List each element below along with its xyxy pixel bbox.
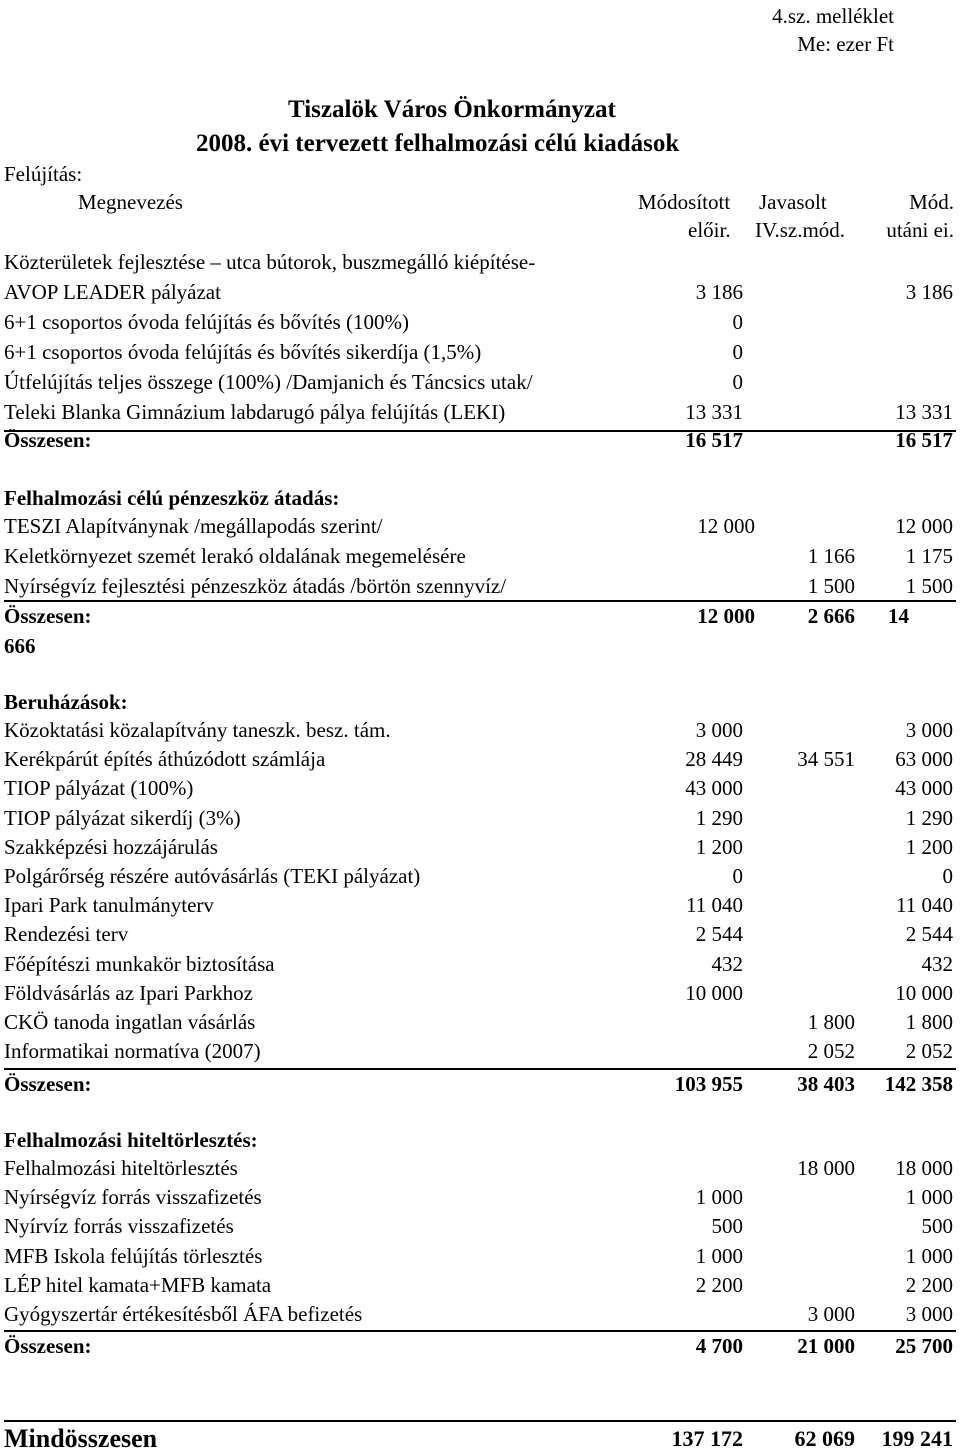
row-label: Főépítészi munkakör biztosítása xyxy=(4,951,275,976)
column-header-c1-line2: előir. xyxy=(688,218,731,242)
cell-c3: 10 000 xyxy=(895,980,953,1005)
row-label: Szakképzési hozzájárulás xyxy=(4,834,218,859)
section-title-felujitas: Felújítás: xyxy=(4,162,83,186)
grand-total-c1: 137 172 xyxy=(671,1426,743,1451)
cell-c2: 1 800 xyxy=(807,1010,855,1034)
row-label: 6+1 csoportos óvoda felújítás és bővítés sikerdíja (1,5%) xyxy=(4,340,482,364)
row-label: Nyírvíz forrás visszafizetés xyxy=(4,1214,234,1239)
cell-c3: 18 000 xyxy=(895,1156,953,1180)
row-label: Ipari Park tanulmányterv xyxy=(4,893,214,918)
cell-c1: 1 000 xyxy=(695,1185,743,1210)
section-title-beruhazas: Beruházások: xyxy=(4,690,128,714)
row-label: Közoktatási közalapítvány taneszk. besz. tám. xyxy=(4,718,391,742)
cell-c2: 3 000 xyxy=(807,1302,855,1326)
total-c2: 21 000 xyxy=(797,1334,855,1358)
cell-c1: 0 xyxy=(732,310,743,334)
row-label: LÉP hitel kamata+MFB kamata xyxy=(4,1272,272,1297)
row-label: Keletkörnyezet szemét lerakó oldalának megemelésére xyxy=(4,544,466,568)
total-c3: 142 358 xyxy=(884,1072,953,1096)
cell-c3: 12 000 xyxy=(895,514,953,538)
total-label: Összesen: xyxy=(4,1334,92,1358)
row-label: CKÖ tanoda ingatlan vásárlás xyxy=(4,1010,256,1034)
total-c1: 16 517 xyxy=(685,428,743,452)
cell-c3: 1 000 xyxy=(905,1185,953,1210)
page-subtitle: 2008. évi tervezett felhalmozási célú kiadások xyxy=(196,130,680,157)
total-c3: 16 517 xyxy=(895,428,953,452)
cell-c1: 3 000 xyxy=(695,718,743,742)
cell-c3: 432 xyxy=(921,951,953,976)
total-c3-wrap: 666 xyxy=(4,634,36,658)
cell-c3: 2 544 xyxy=(905,922,953,947)
cell-c3: 1 800 xyxy=(905,1010,953,1034)
row-label: 6+1 csoportos óvoda felújítás és bővítés (100%) xyxy=(4,310,409,334)
cell-c1: 432 xyxy=(711,951,743,976)
cell-c1: 43 000 xyxy=(685,776,743,801)
total-label: Összesen: xyxy=(4,1072,92,1096)
cell-c3: 1 500 xyxy=(905,574,953,598)
column-header-c2-line2: IV.sz.mód. xyxy=(755,218,846,242)
cell-c1: 1 200 xyxy=(695,834,743,859)
total-c3: 14 xyxy=(888,604,909,628)
cell-c3: 3 000 xyxy=(905,718,953,742)
column-header-c3-line2: utáni ei. xyxy=(886,218,954,242)
total-c1: 103 955 xyxy=(674,1072,743,1096)
column-header-c3: Mód. xyxy=(909,190,954,214)
row-label: TIOP pályázat sikerdíj (3%) xyxy=(4,805,241,830)
column-header-c1: Módosított xyxy=(638,190,731,214)
row-label: TIOP pályázat (100%) xyxy=(4,776,194,801)
row-label: Útfelújítás teljes összege (100%) /Damjanich és Táncsics utak/ xyxy=(4,370,533,394)
cell-c1: 0 xyxy=(732,370,743,394)
divider xyxy=(4,430,956,432)
row-label: Gyógyszertár értékesítésből ÁFA befizetés xyxy=(4,1302,363,1326)
cell-c3: 11 040 xyxy=(896,893,953,918)
cell-c1: 2 544 xyxy=(695,922,743,947)
total-label: Összesen: xyxy=(4,428,92,452)
column-header-name: Megnevezés xyxy=(78,190,183,214)
cell-c2: 1 500 xyxy=(807,574,855,598)
row-label: Informatikai normatíva (2007) xyxy=(4,1039,261,1064)
cell-c1: 500 xyxy=(711,1214,743,1239)
page-title: Tiszalök Város Önkormányzat xyxy=(288,96,616,123)
cell-c3: 63 000 xyxy=(895,747,953,772)
cell-c1: 1 000 xyxy=(695,1243,743,1268)
cell-c2: 34 551 xyxy=(797,747,855,772)
row-label: Rendezési terv xyxy=(4,922,129,947)
annex-label: 4.sz. melléklet xyxy=(772,4,894,28)
total-label: Összesen: xyxy=(4,604,92,628)
cell-c3: 0 xyxy=(942,864,953,888)
grand-total-label: Mindösszesen xyxy=(4,1424,158,1453)
row-label: TESZI Alapítványnak /megállapodás szerint/ xyxy=(4,514,383,538)
cell-c1: 28 449 xyxy=(685,747,743,772)
cell-c3: 1 000 xyxy=(905,1243,953,1268)
cell-c3: 1 175 xyxy=(905,544,953,568)
row-label: Polgárőrség részére autóvásárlás (TEKI pályázat) xyxy=(4,864,421,888)
cell-c1: 13 331 xyxy=(685,400,743,424)
row-label: Kerékpárút építés áthúzódott számlája xyxy=(4,747,326,772)
row-label: Közterületek fejlesztése – utca bútorok, buszmegálló kiépítése- xyxy=(4,250,536,274)
column-header-c2: Javasolt xyxy=(759,190,827,214)
total-c2: 2 666 xyxy=(807,604,855,628)
cell-c1: 11 040 xyxy=(686,893,743,918)
total-c2: 38 403 xyxy=(797,1072,855,1096)
cell-c2: 18 000 xyxy=(797,1156,855,1180)
cell-c1: 0 xyxy=(732,340,743,364)
grand-total-c2: 62 069 xyxy=(794,1426,855,1451)
row-label: Földvásárlás az Ipari Parkhoz xyxy=(4,980,253,1005)
cell-c3: 3 186 xyxy=(905,280,953,304)
section-title-hitel: Felhalmozási hiteltörlesztés: xyxy=(4,1128,258,1152)
cell-c1: 0 xyxy=(732,864,743,888)
cell-c1: 1 290 xyxy=(695,805,743,830)
section-title-atadas: Felhalmozási célú pénzeszköz átadás: xyxy=(4,486,340,510)
row-label: Nyírségvíz forrás visszafizetés xyxy=(4,1185,262,1210)
row-label: MFB Iskola felújítás törlesztés xyxy=(4,1243,263,1268)
cell-c1: 2 200 xyxy=(695,1272,743,1297)
cell-c3: 1 290 xyxy=(905,805,953,830)
cell-c3: 2 052 xyxy=(905,1039,953,1064)
cell-c3: 1 200 xyxy=(905,834,953,859)
row-label: Nyírségvíz fejlesztési pénzeszköz átadás /börtön szennyvíz/ xyxy=(4,574,507,598)
unit-label: Me: ezer Ft xyxy=(797,32,894,56)
cell-c1: 10 000 xyxy=(685,980,743,1005)
cell-c1: 12 000 xyxy=(697,514,755,538)
cell-c3: 2 200 xyxy=(905,1272,953,1297)
total-c1: 12 000 xyxy=(697,604,755,628)
row-label: Felhalmozási hiteltörlesztés xyxy=(4,1156,238,1180)
cell-c2: 1 166 xyxy=(807,544,855,568)
row-label: Teleki Blanka Gimnázium labdarugó pálya felújítás (LEKI) xyxy=(4,400,506,424)
cell-c3: 13 331 xyxy=(895,400,953,424)
cell-c2: 2 052 xyxy=(807,1039,855,1064)
cell-c3: 3 000 xyxy=(905,1302,953,1326)
cell-c1: 3 186 xyxy=(695,280,743,304)
total-c1: 4 700 xyxy=(695,1334,743,1358)
grand-total-c3: 199 241 xyxy=(881,1426,953,1451)
cell-c3: 43 000 xyxy=(895,776,953,801)
row-label: AVOP LEADER pályázat xyxy=(4,280,221,304)
total-c3: 25 700 xyxy=(895,1334,953,1358)
cell-c3: 500 xyxy=(921,1214,953,1239)
